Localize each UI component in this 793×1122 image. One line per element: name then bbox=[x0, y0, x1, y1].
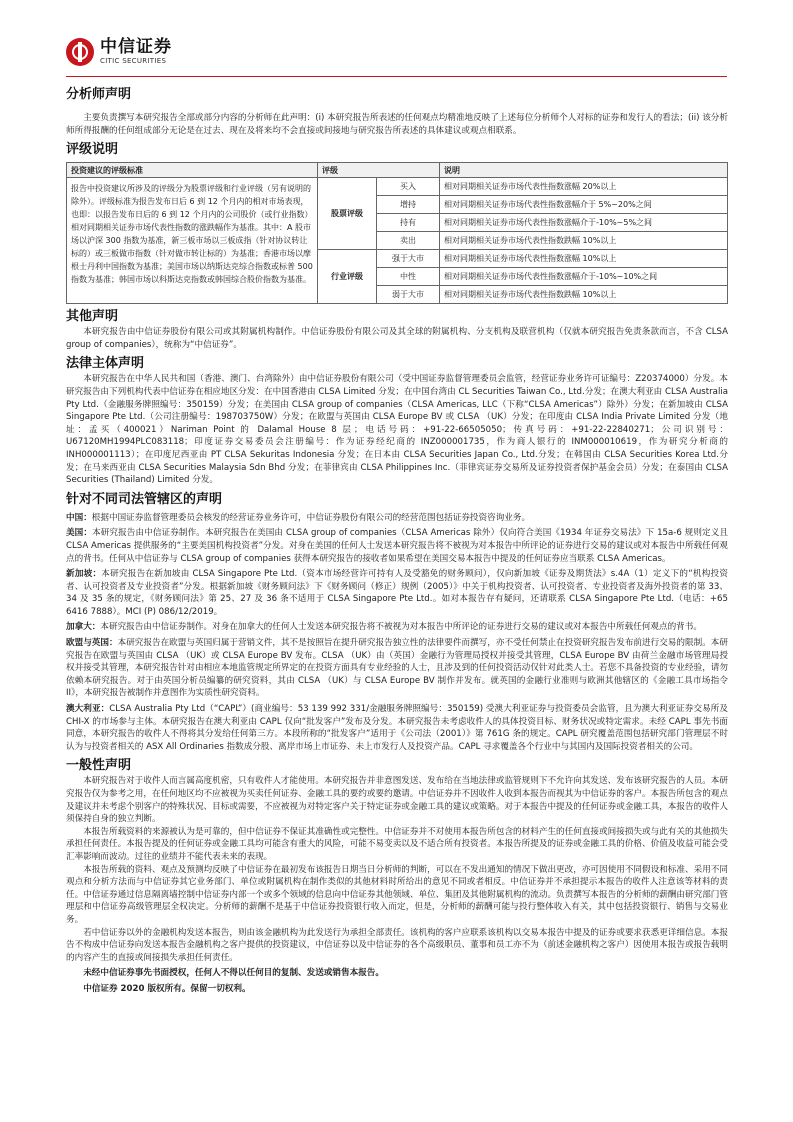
rating-note: 相对同期相关证券市场代表性指数涨幅介于-10%~10%之间 bbox=[440, 268, 728, 286]
rating-note: 相对同期相关证券市场代表性指数跌幅 10%以上 bbox=[440, 232, 728, 250]
general-para: 若中信证券以外的金融机构发送本报告，则由该金融机构为此发送行为承担全部责任。该机构的客户应联系该机构以交易本报告中提及的证券或要求获悉更详细信息。本报告不构成中信证券向发送本报告金融机构之客户提供的投资建议，中信证券以及中信证券的各个高级职员、董事和员工亦不为（前述金融机构之客户）因使用本报告或报告载明的内容产生的直接或间接损失承担任何责任。 bbox=[66, 927, 728, 963]
legal-body: 本研究报告在中华人民共和国（香港、澳门、台湾除外）由中信证券股份有限公司（受中国证券监督管理委员会监管，经营证券业务许可证编号：Z20374000）分发。本研究报告由下列机构代表中信证券在相应地区分发：在中国香港由 CLSA Limited 分发；在中国台湾由 CL Securities Taiwan Co., Ltd.分发；在澳大利亚由 CLSA Australia Pty Ltd.（金融服务牌照编号：350159）分发；在美国由 CLSA group of companies（CLSA Americas, LLC（下称“CLSA Americas”）除外）分发；在新加坡由 CLSA Singapore Pte Ltd.（公司注册编号：198703750W）分发；在欧盟与英国由 CLSA Europe BV 或 CLSA （UK）分发；在印度由 CLSA India Private Limited 分发（地址：孟买（400021）Nariman Point 的 Dalamal House 8 层；电话号码：+91-22-66505050；传真号码：+91-22-22840271；公司识别号：U67120MH1994PLC083118；印度证券交易委员会注册编号：作为证券经纪商的 INZ000001735，作为商人银行的 INM000010619，作为研究分析商的 INH000001113）；在印度尼西亚由 PT CLSA Sekuritas Indonesia 分发；在日本由 CLSA Securities Japan Co., Ltd.分发；在韩国由 CLSA Securities Korea Ltd.分发；在马来西亚由 CLSA Securities Malaysia Sdn Bhd 分发；在菲律宾由 CLSA Philippines Inc.（菲律宾证券交易所及证券投资者保护基金会员）分发；在泰国由 CLSA Securities (Thailand) Limited 分发。 bbox=[66, 374, 728, 486]
copyright-line: 中信证券 2020 版权所有。保留一切权利。 bbox=[83, 983, 251, 994]
copyright-notice: 未经中信证券事先书面授权，任何人不得以任何目的复制、发送或销售本报告。 bbox=[83, 968, 384, 979]
logo-en: CITIC SECURITIES bbox=[100, 57, 167, 65]
analyst-body: 主要负责撰写本研究报告全部或部分内容的分析师在此声明：(i) 本研究报告所表述的任何观点均精准地反映了上述每位分析师个人对标的证券和发行人的看法；(ii) 该分析师所得报酬的任何组成部分无论是在过去、现在及将来均不会直接或间接地与研究报告所表述的具体建议或观点相联系。 bbox=[66, 113, 728, 136]
other-title: 其他声明 bbox=[66, 309, 119, 325]
header bbox=[66, 34, 172, 70]
rating-col-criteria: 投资建议的评级标准 bbox=[67, 163, 318, 178]
legal-title: 法律主体声明 bbox=[66, 356, 145, 372]
jurisdiction-title: 针对不同司法管辖区的声明 bbox=[66, 491, 223, 507]
region-text: 本研究报告由中信证券制作。本研究报告在美国由 CLSA group of companies（CLSA Americas 除外）仅向符合美国《1934 年证券交易法》下 15a-6 规则定义且 CLSA Americas 提供服务的“主要美国机构投资者”分发。对身在美国的任何人士发送本研究报告将不被视为对本报告中所评论的证券进行交易的建议或对本报告中所载任何观点的背书。任何从中信证券与 CLSA group of companies 获得本研究报告的接收者如果希望在美国交易本报告中提及的任何证券应当联系 CLSA Americas。 bbox=[66, 528, 728, 564]
general-title: 一般性声明 bbox=[66, 758, 132, 774]
logo-cn: 中信证券 bbox=[100, 37, 172, 57]
rating-note: 相对同期相关证券市场代表性指数涨幅 10%以上 bbox=[440, 250, 728, 268]
region-text: CLSA Australia Pty Ltd（“CAPL”）(商业编号：53 139 992 331/金融服务牌照编号：350159) 受澳大利亚证券与投资委员会监管，且为澳大利亚证券交易所及 CHI-X 的市场参与主体。本研究报告在澳大利亚由 CAPL 仅向“批发客户”发布及分发。本研究报告未考虑收件人的具体投资目标、财务状况或特定需求。未经 CAPL 事先书面同意，本研究报告的收件人不得将其分发给任何第三方。本段所称的“批发客户”适用于《公司法（2001）》第 761G 条的规定。CAPL 研究覆盖范围包括研究部门管理层不时认为与投资者相关的 ASX All Ordinaries 指数成分股、离岸市场上市证券、未上市发行人及投资产品。CAPL 寻求覆盖各个行业中与其国内及国际投资者相关的公司。 bbox=[66, 704, 728, 752]
rating-title: 评级说明 bbox=[66, 142, 119, 158]
rating-col-rating: 评级 bbox=[318, 163, 440, 178]
rating-note: 相对同期相关证券市场代表性指数涨幅 20%以上 bbox=[440, 178, 728, 196]
region-label: 美国： bbox=[66, 528, 93, 539]
stock-rating-label: 股票评级 bbox=[318, 178, 377, 250]
region-text: 本研究报告在新加坡由 CLSA Singapore Pte Ltd.（资本市场经营许可持有人及受豁免的财务顾问），仅向新加坡《证券及期货法》s.4A（1）定义下的“机构投资者、认可投资者及专业投资者”分发。根据新加坡《财务顾问法》下《财务顾问（修正）规例（2005）》中关于机构投资者、认可投资者、专业投资者及海外投资者的第 33、34 及 35 条的规定，《财务顾问法》第 25、27 及 36 条不适用于 CLSA Singapore Pte Ltd.。如对本报告存有疑问，还请联系 CLSA Singapore Pte Ltd.（电话：+65 6416 7888）。MCI (P) 086/12/2019。 bbox=[66, 569, 728, 617]
region-label: 中国： bbox=[66, 512, 92, 523]
rating-value: 卖出 bbox=[377, 232, 440, 250]
jurisdiction-singapore bbox=[66, 568, 728, 618]
rating-value: 买入 bbox=[377, 178, 440, 196]
general-para: 本报告所载资料的来源被认为是可靠的，但中信证券不保证其准确性或完整性。中信证券并不对使用本报告所包含的材料产生的任何直接或间接损失或与此有关的其他损失承担任何责任。本报告提及的任何证券或金融工具均可能含有重大的风险，可能不易变卖以及不适合所有投资者。本报告所提及的证券或金融工具的价格、价值及收益可能会受汇率影响而波动。过往的业绩并不能代表未来的表现。 bbox=[66, 826, 728, 862]
rating-note: 相对同期相关证券市场代表性指数跌幅 10%以上 bbox=[440, 286, 728, 304]
rating-col-note: 说明 bbox=[440, 163, 728, 178]
document-body bbox=[66, 86, 728, 996]
region-text: 根据中国证券监督管理委员会核发的经营证券业务许可，中信证券股份有限公司的经营范围包括证券投资咨询业务。 bbox=[91, 512, 531, 523]
region-label: 欧盟与英国： bbox=[66, 638, 118, 649]
header-divider bbox=[66, 76, 727, 77]
logo-text bbox=[100, 39, 172, 65]
rating-value: 强于大市 bbox=[377, 250, 440, 268]
jurisdiction-us bbox=[66, 527, 728, 565]
rating-value: 中性 bbox=[377, 268, 440, 286]
region-text: 本研究报告在欧盟与英国归属于营销文件，其不是按照旨在提升研究报告独立性的法律要件而撰写，亦不受任何禁止在投资研究报告发布前进行交易的限制。本研究报告在欧盟与英国由 CLSA （UK）或 CLSA Europe BV 发布。CLSA （UK）由（英国）金融行为管理局授权并接受其管理，CLSA Europe BV 由荷兰金融市场管理局授权并接受其管理，本研究报告针对由相应本地监管规定所界定的在投资方面具有专业经验的人士，且涉及到的任何投资活动仅针对此类人士。若您不具备投资的专业经验，请勿依赖本研究报告。对于由英国分析员编纂的研究资料，其由 CLSA （UK）与 CLSA Europe BV 制作并发布。就英国的金融行业准则与欧洲其他辖区的《金融工具市场指令 II》，本研究报告被制作并意图作为实质性研究资料。 bbox=[66, 638, 728, 699]
rating-value: 增持 bbox=[377, 196, 440, 214]
citic-logo-icon bbox=[66, 38, 94, 66]
rating-note: 相对同期相关证券市场代表性指数涨幅介于-10%~5%之间 bbox=[440, 214, 728, 232]
general-para: 本报告所载的资料、观点及预测均反映了中信证券在最初发布该报告日期当日分析师的判断，可以在不发出通知的情况下做出更改，亦可因使用不同假设和标准、采用不同观点和分析方法而与中信证券其它业务部门、单位或附属机构在制作类似的其他材料时所给出的意见不同或者相反。中信证券并不承担提示本报告的收件人注意该等材料的责任。中信证券通过信息隔离墙控制中信证券内部一个或多个领域的信息向中信证券其他领域、单位、集团及其他附属机构的流动。负责撰写本报告的分析师的薪酬由研究部门管理层和中信证券高级管理层全权决定。分析师的薪酬不是基于中信证券投资银行收入而定，但是，分析师的薪酬可能与投行整体收入有关，其中包括投资银行、销售与交易业务。 bbox=[66, 864, 728, 925]
region-text: 本研究报告由中信证券制作。对身在加拿大的任何人士发送本研究报告将不被视为对本报告中所评论的证券进行交易的建议或对本报告中所载任何观点的背书。 bbox=[100, 622, 702, 633]
region-label: 澳大利亚： bbox=[66, 704, 110, 715]
region-label: 新加坡： bbox=[66, 569, 102, 580]
general-para: 本研究报告对于收件人而言属高度机密，只有收件人才能使用。本研究报告并非意图发送、发布给在当地法律或监管规则下不允许向其发送、发布该研究报告的人员。本研究报告仅为参考之用，在任何地区均不应被视为买卖任何证券、金融工具的要约或要约邀请。中信证券并不因收件人收到本报告而视其为中信证券的客户。本报告所包含的观点及建议并未考虑个别客户的特殊状况、目标或需要，不应被视为对特定客户关于特定证券或金融工具的建议或策略。对于本报告中提及的任何证券或金融工具，本报告的收件人须保持自身的独立判断。 bbox=[66, 776, 728, 825]
rating-value: 弱于大市 bbox=[377, 286, 440, 304]
rating-table bbox=[66, 162, 728, 304]
rating-note: 相对同期相关证券市场代表性指数涨幅介于 5%~20%之间 bbox=[440, 196, 728, 214]
rating-value: 持有 bbox=[377, 214, 440, 232]
region-label: 加拿大： bbox=[66, 622, 101, 633]
jurisdiction-canada bbox=[66, 621, 728, 634]
rating-criteria-text: 报告中投资建议所涉及的评级分为股票评级和行业评级（另有说明的除外）。评级标准为报告发布日后 6 到 12 个月内的相对市场表现，也即：以报告发布日后的 6 到 12 个月内的公司股价（或行业指数）相对同期相关证券市场代表性指数的涨跌幅作为基准。其中：A 股市场以沪深 300 指数为基准，新三板市场以三板成指（针对协议转让标的）或三板做市指数（针对做市转让标的）为基准；香港市场以摩根士丹利中国指数为基准；美国市场以纳斯达克综合指数或标普 500 指数为基准；韩国市场以科斯达克指数或韩国综合股价指数为基准。 bbox=[67, 178, 318, 304]
jurisdiction-australia bbox=[66, 703, 728, 753]
jurisdiction-china bbox=[66, 512, 728, 525]
jurisdiction-eu-uk bbox=[66, 637, 728, 700]
industry-rating-label: 行业评级 bbox=[318, 250, 377, 304]
analyst-title: 分析师声明 bbox=[66, 87, 132, 102]
other-body: 本研究报告由中信证券股份有限公司或其附属机构制作。中信证券股份有限公司及其全球的附属机构、分支机构及联营机构（仅就本研究报告免责条款而言，不含 CLSA group of companies），统称为“中信证券”。 bbox=[66, 327, 728, 350]
